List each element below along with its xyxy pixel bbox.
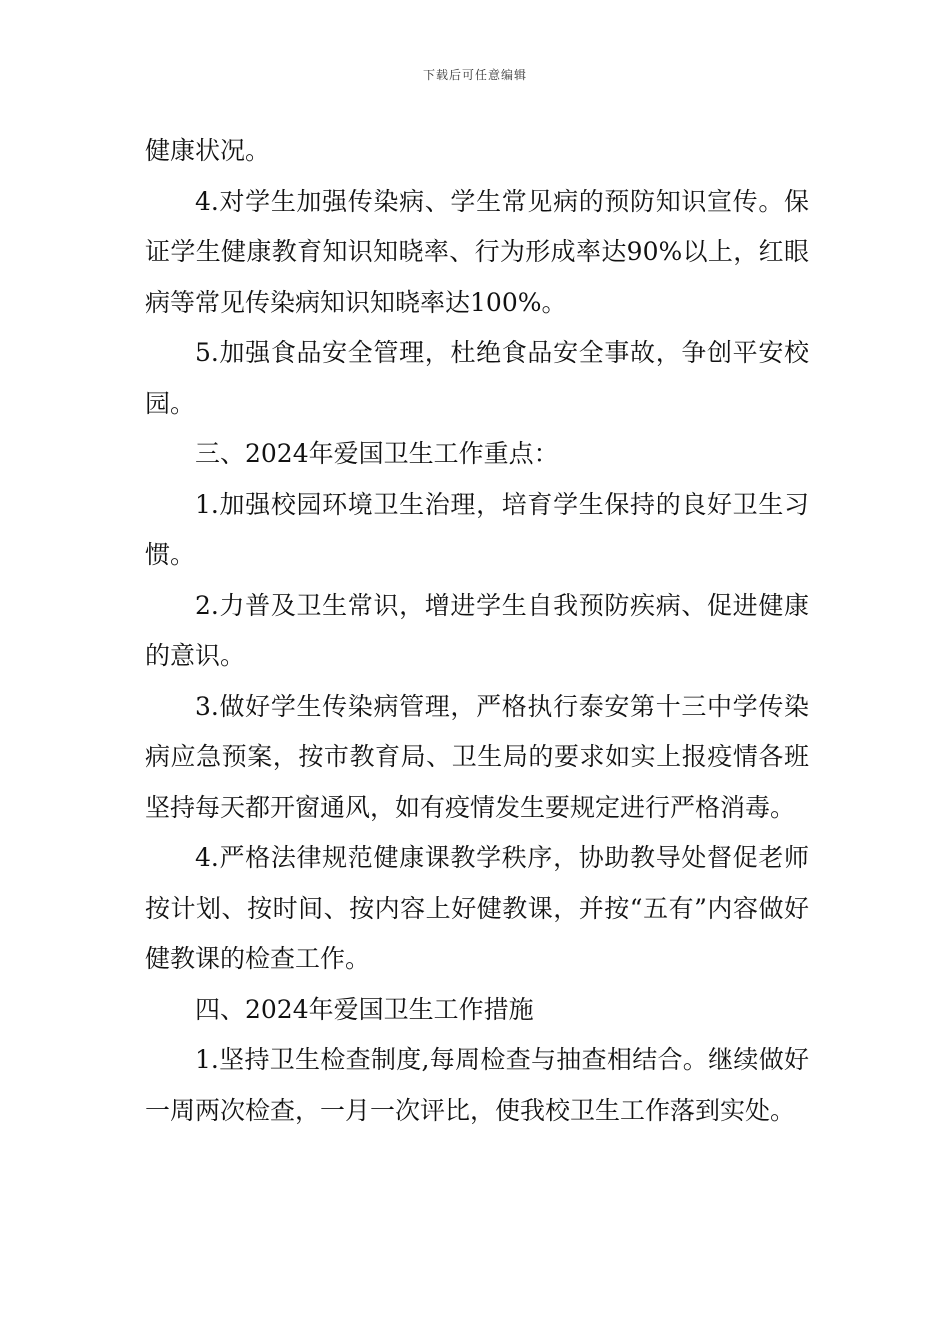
- paragraph-focus-item-2: 2.力普及卫生常识，增进学生自我预防疾病、促进健康的意识。: [145, 590, 809, 670]
- paragraph-continuation: 健康状况。: [145, 136, 271, 165]
- page-header-note: 下载后可任意编辑: [422, 68, 527, 82]
- paragraph-measures-item-1: 1.坚持卫生检查制度,每周检查与抽查相结合。继续做好一周两次检查，一月一次评比，使我校卫生工作落到实处。: [145, 1045, 809, 1125]
- paragraph-focus-item-4: 4.严格法律规范健康课教学秩序，协助教导处督促老师按计划、按时间、按内容上好健教课，并按“五有”内容做好健教课的检查工作。: [145, 843, 809, 973]
- paragraph-item-4-health-education: 4.对学生加强传染病、学生常见病的预防知识宣传。保证学生健康教育知识知晓率、行为形成率达90%以上，红眼病等常见传染病知识知晓率达100%。: [145, 186, 809, 317]
- paragraph-focus-item-3: 3.做好学生传染病管理，严格执行泰安第十三中学传染病应急预案，按市教育局、卫生局的要求如实上报疫情各班坚持每天都开窗通风，如有疫情发生要规定进行严格消毒。: [145, 691, 809, 822]
- paragraph-item-5-food-safety: 5.加强食品安全管理，杜绝食品安全事故，争创平安校园。: [145, 338, 809, 418]
- section-heading-work-focus: 三、2024年爱国卫生工作重点：: [195, 439, 559, 468]
- section-heading-work-measures: 四、2024年爱国卫生工作措施: [195, 994, 534, 1024]
- paragraph-focus-item-1: 1.加强校园环境卫生治理，培育学生保持的良好卫生习惯。: [145, 489, 809, 569]
- document-body: [145, 126, 809, 1136]
